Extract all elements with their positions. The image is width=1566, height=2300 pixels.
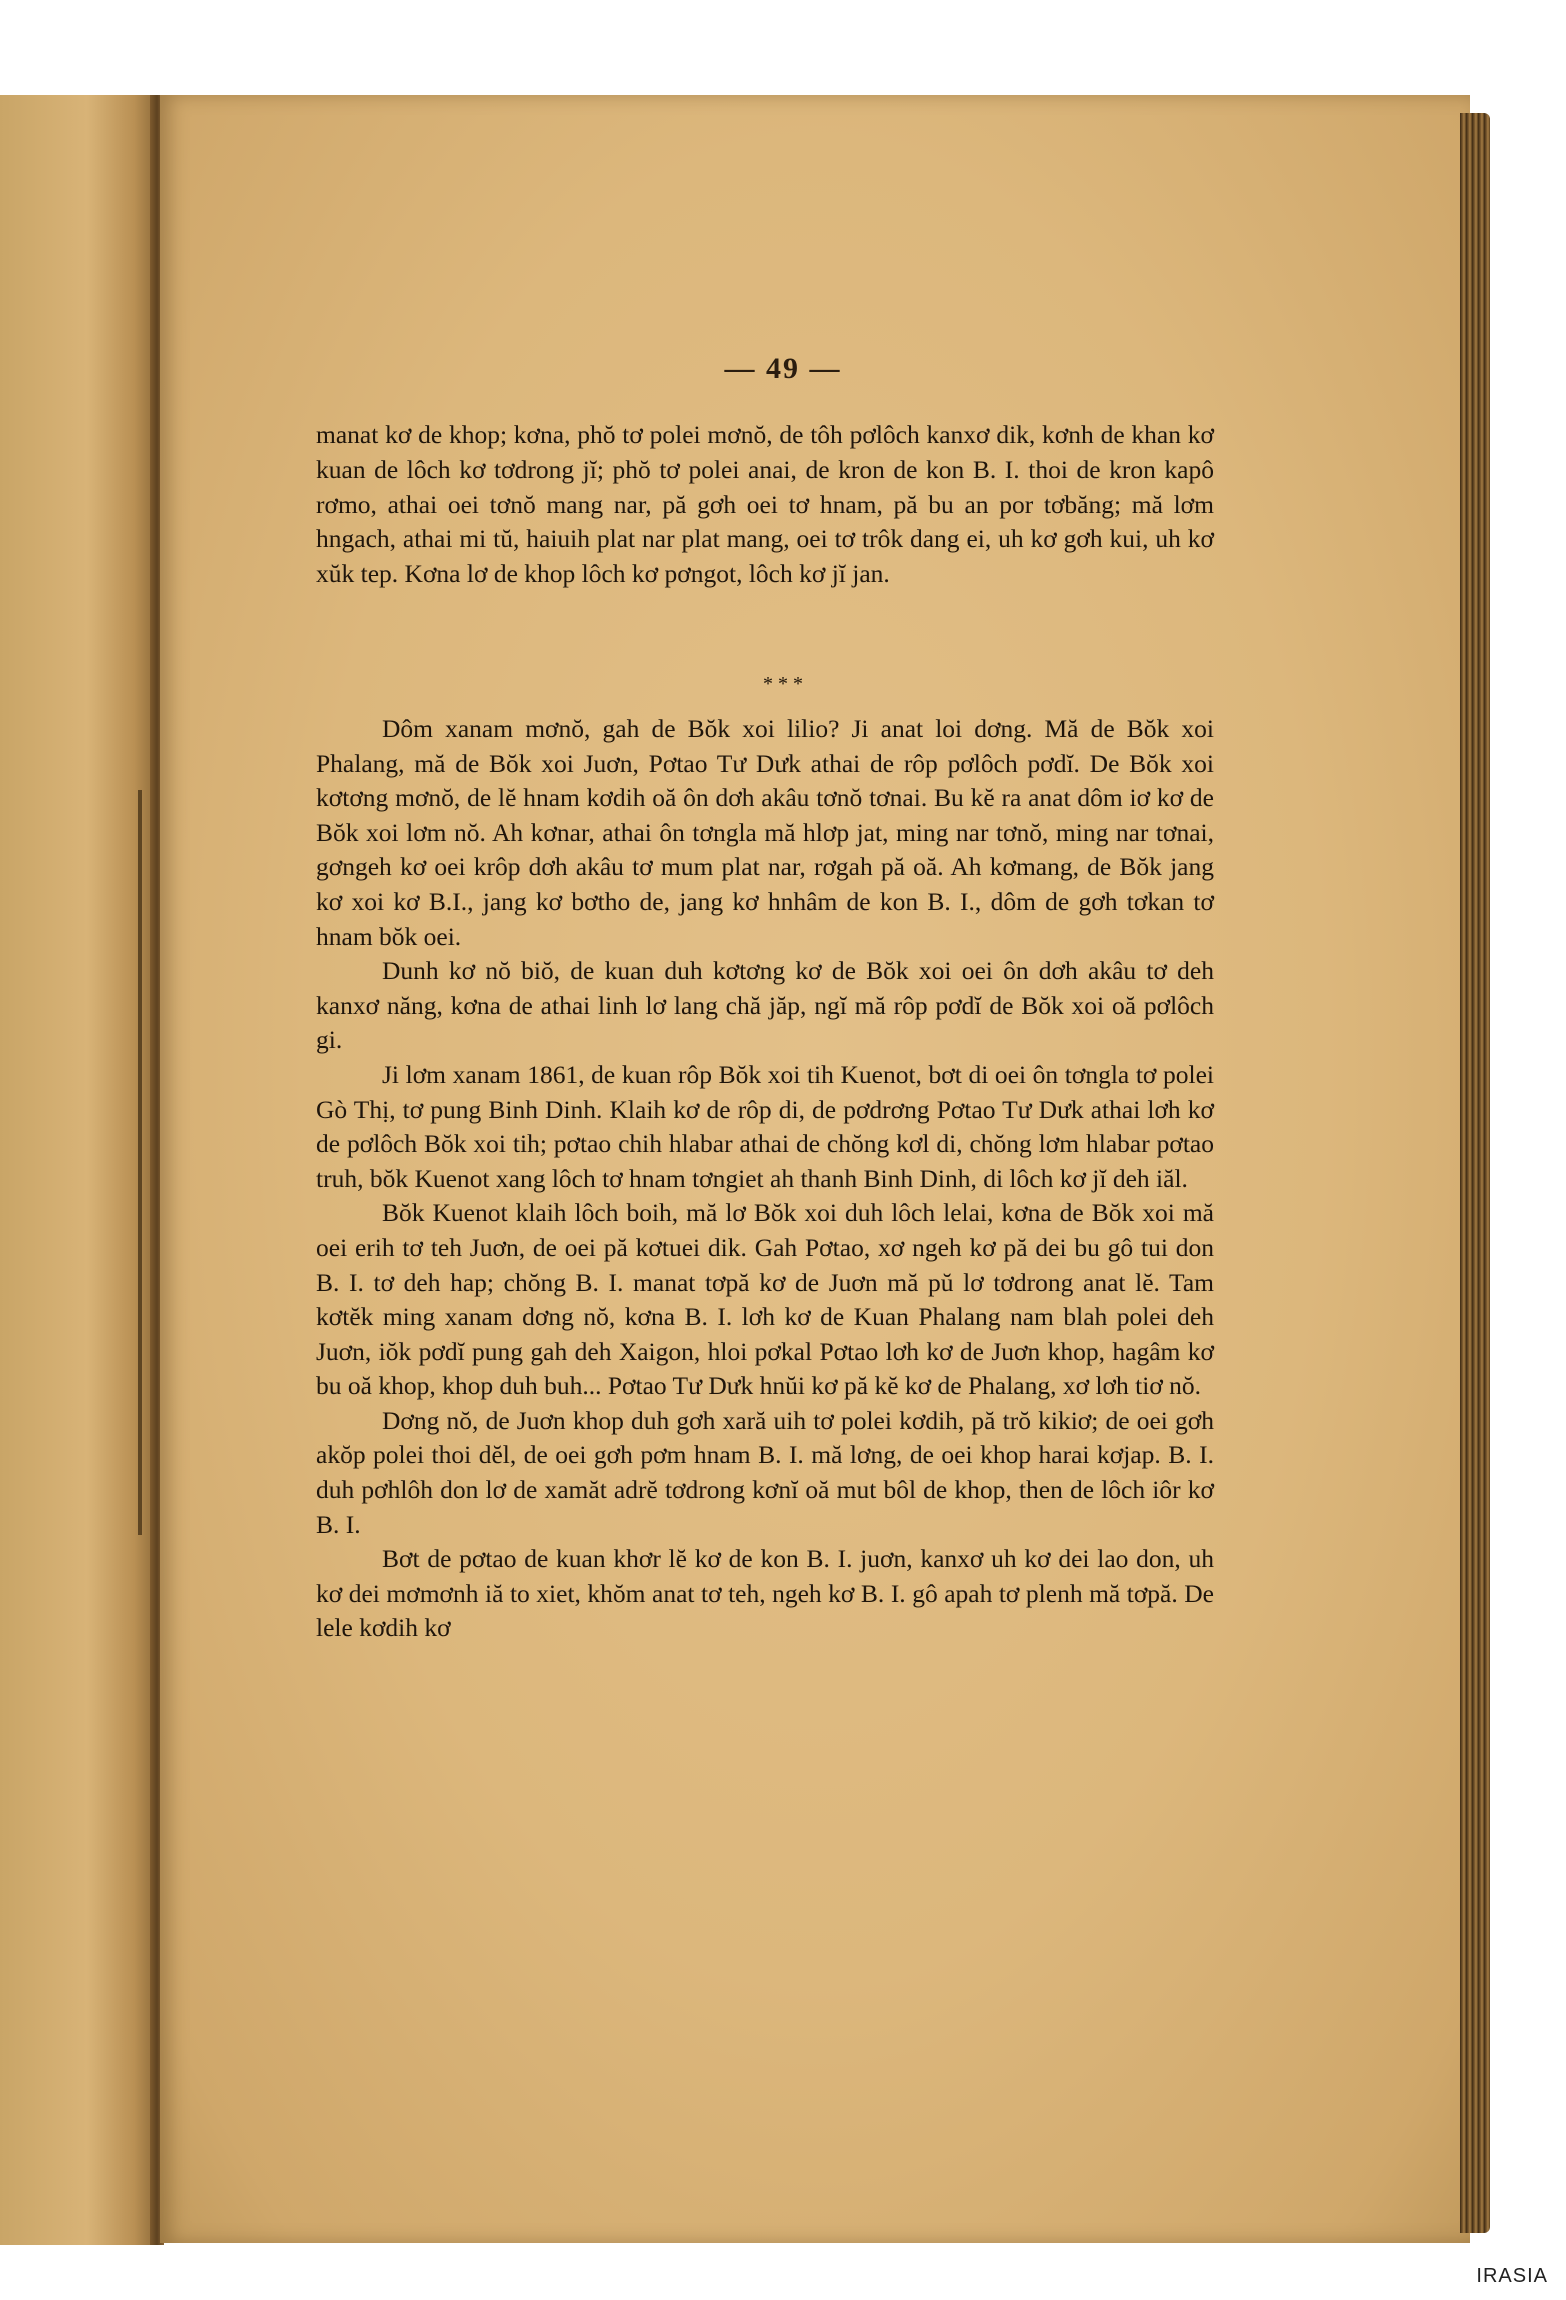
paragraph: Bŏk Kuenot klaih lôch boih, mă lơ Bŏk xoi duh lôch lelai, kơna de Bŏk xoi mă oei erih tơ teh Juơn, de oei pă kơtuei dik. Gah Pơtao, xơ ngeh kơ pă dei bu gô tui don B. I. tơ deh hap; chŏng B. I. manat tơpă kơ de Juơn mă pŭ lơ tơdrong anat lĕ. Tam kơtĕk ming xanam dơng nŏ, kơna B. I. lơh kơ de Kuan Phalang nam blah polei deh Juơn, iŏk pơdĭ pung gah deh Xaigon, hloi pơkal Pơtao lơh kơ de Juơn khop, hagâm kơ bu oă khop, khop duh buh... Pơtao Tư Dưk hnŭi kơ pă kĕ kơ de Phalang, xơ lơh tiơ nŏ. xyxy=(316,1198,1214,1401)
page-edges xyxy=(1460,113,1490,2233)
watermark-label: IRASIA xyxy=(1476,2265,1548,2287)
paragraph: Dôm xanam mơnŏ, gah de Bŏk xoi lilio? Ji anat loi dơng. Mă de Bŏk xoi Phalang, mă de Bŏk xoi Juơn, Pơtao Tư Dưk athai de rôp pơlôch pơdĭ. De Bŏk xoi kơtơng mơnŏ, de lĕ hnam kơdih oă ôn dơh akâu tơnŏ tơnai. Bu kĕ ra anat dôm iơ kơ de Bŏk xoi lơm nŏ. Ah kơnar, athai ôn tơngla mă hlơp jat, ming nar tơnŏ, ming nar tơnai, gơngeh kơ oei krôp dơh akâu tơ mum plat nar, rơgah pă oă. Ah kơmang, de Bŏk jang kơ xoi kơ B.I., jang kơ bơtho de, jang kơ hnhâm de kon B. I., dôm de gơh tơkan tơ hnam bŏk oei. xyxy=(316,714,1214,951)
body-text-bottom xyxy=(316,712,1214,1646)
paragraph: Bơt de pơtao de kuan khơr lĕ kơ de kon B. I. juơn, kanxơ uh kơ dei lao don, uh kơ dei mơmơnh iă to xiet, khŏm anat tơ teh, ngeh kơ B. I. gô apah tơ plenh mă tơpă. De lele kơdih kơ xyxy=(316,1544,1214,1643)
left-page-edge xyxy=(0,95,158,2245)
paragraph: Dunh kơ nŏ biŏ, de kuan duh kơtơng kơ de Bŏk xoi oei ôn dơh akâu tơ deh kanxơ năng, kơna de athai linh lơ lang chă jăp, ngĭ mă rôp pơdĭ de Bŏk xoi oă pơlôch gi. xyxy=(316,956,1214,1055)
paragraph: Ji lơm xanam 1861, de kuan rôp Bŏk xoi tih Kuenot, bơt di oei ôn tơngla tơ polei Gò Thị, tơ pung Binh Dinh. Klaih kơ de rôp di, de pơdrơng Pơtao Tư Dưk athai lơh kơ de pơlôch Bŏk xoi tih; pơtao chih hlabar athai de chŏng kơl di, chŏng lơm hlabar pơtao truh, bŏk Kuenot xang lôch tơ hnam tơngiet ah thanh Binh Dinh, di lôch kơ jĭ deh iăl. xyxy=(316,1059,1214,1193)
paragraph: manat kơ de khop; kơna, phŏ tơ polei mơnŏ, de tôh pơlôch kanxơ dik, kơnh de khan kơ kuan de lôch kơ tơdrong jĭ; phŏ tơ polei anai, de kron de kon B. I. thoi de kron kapô rơmo, athai oei tơnŏ mang nar, pă gơh oei tơ hnam, pă bu an por tơbăng; mă lơm hngach, athai mi tŭ, haiuih plat nar plat mang, oei tơ trôk dang ei, uh kơ gơh kui, uh kơ xŭk tep. Kơna lơ de khop lôch kơ pơngot, lôch kơ jĭ jan. xyxy=(316,420,1214,589)
page-number: — 49 — xyxy=(724,352,842,385)
binding-stitch xyxy=(138,790,142,1535)
body-text-top xyxy=(316,418,1214,592)
asterism-divider: * * * xyxy=(763,673,803,695)
paragraph: Dơng nŏ, de Juơn khop duh gơh xară uih tơ polei kơdih, pă trŏ kikiơ; de oei gơh akŏp polei thoi dĕl, de oei gơh pơm hnam B. I. mă lơng, de oei khop harai kơjap. B. I. duh pơhlôh don lơ de xamăt adrĕ tơdrong kơnĭ oă mut bôl de khop, then de lôch iôr kơ B. I. xyxy=(316,1405,1214,1539)
